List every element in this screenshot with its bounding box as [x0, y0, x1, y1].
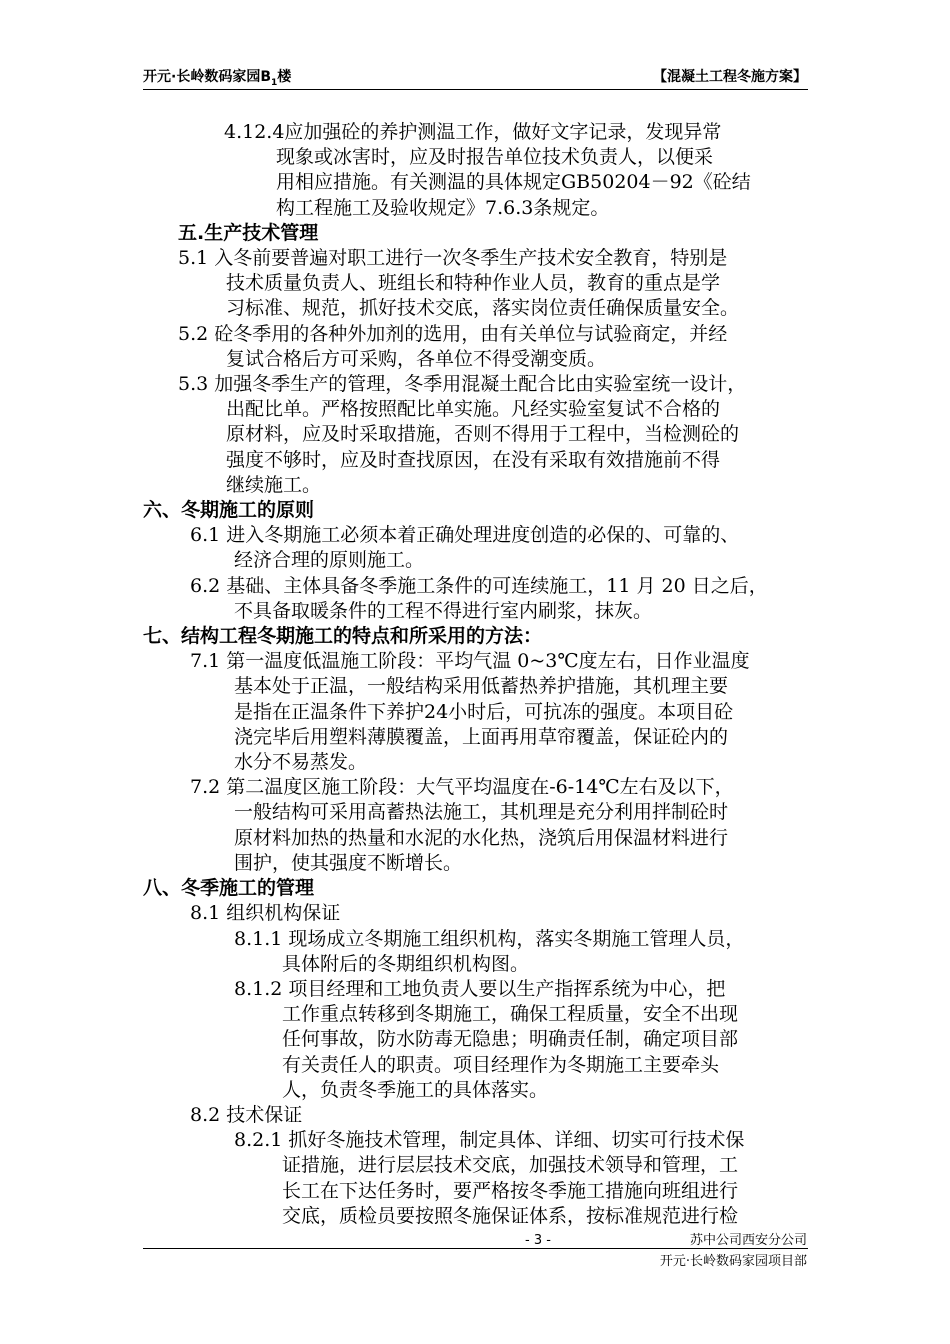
text-line: 六、冬期施工的原则	[143, 499, 315, 522]
text-line: 7.1 第一温度低温施工阶段：平均气温 0~3℃度左右，日作业温度	[190, 650, 750, 673]
document-body	[0, 120, 950, 1229]
header-rule	[143, 89, 808, 90]
text-line: 复试合格后方可采购，各单位不得受潮变质。	[226, 347, 607, 370]
text-line: 6.1 进入冬期施工必须本着正确处理进度创造的必保的、可靠的、	[190, 524, 740, 547]
text-line: 7.2 第二温度区施工阶段：大气平均温度在-6-14℃左右及以下，	[190, 776, 734, 799]
para-7-2	[0, 775, 950, 876]
text-line: 技术质量负责人、班组长和特种作业人员，教育的重点是学	[226, 272, 721, 295]
heading-section-6	[0, 498, 950, 523]
para-6-1	[0, 523, 950, 573]
text-line: 是指在正温条件下养护24小时后，可抗冻的强度。本项目砼	[234, 700, 734, 723]
para-8-1-1	[0, 927, 950, 977]
para-4-12-4	[0, 120, 950, 221]
para-8-2-1	[0, 1128, 950, 1229]
text-line: 用相应措施。有关测温的具体规定GB50204－92《砼结	[276, 171, 751, 194]
text-line: 水分不易蒸发。	[234, 751, 368, 774]
para-5-2	[0, 322, 950, 372]
text-line: 交底，质检员要按照冬施保证体系，按标准规范进行检	[282, 1204, 739, 1227]
text-line: 现象或冰害时，应及时报告单位技术负责人，以便采	[276, 146, 714, 169]
text-line: 任何事故，防水防毒无隐患；明确责任制，确定项目部	[282, 1028, 739, 1051]
text-line: 继续施工。	[226, 473, 322, 496]
text-line: 5.3 加强冬季生产的管理，冬季用混凝土配合比由实验室统一设计，	[178, 373, 747, 396]
text-line: 习标准、规范，抓好技术交底，落实岗位责任确保质量安全。	[226, 297, 740, 320]
footer-rule	[143, 1248, 808, 1249]
text-line: 有关责任人的职责。项目经理作为冬期施工主要牵头	[282, 1053, 720, 1076]
header-project-title: 开元·长岭数码家园$B_1$楼	[143, 69, 292, 88]
text-line: 浇完毕后用塑料薄膜覆盖，上面再用草帘覆盖，保证砼内的	[234, 725, 729, 748]
text-line: 人，负责冬季施工的具体落实。	[282, 1078, 549, 1101]
text-line: 出配比单。严格按照配比单实施。凡经实验室复试不合格的	[226, 398, 721, 421]
text-line: 长工在下达任务时，要严格按冬季施工措施向班组进行	[282, 1179, 739, 1202]
heading-section-7	[0, 624, 950, 649]
text-line: 七、结构工程冬期施工的特点和所采用的方法：	[143, 625, 543, 648]
text-line: 4.12.4应加强砼的养护测温工作，做好文字记录，发现异常	[224, 121, 722, 143]
para-5-1	[0, 246, 950, 322]
text-line: 八、冬季施工的管理	[143, 877, 315, 900]
text-line: 具体附后的冬期组织机构图。	[282, 952, 530, 975]
page-number: - 3 -	[525, 1233, 551, 1248]
text-line: 不具备取暖条件的工程不得进行室内刷浆，抹灰。	[234, 599, 653, 622]
para-7-1	[0, 649, 950, 775]
text-line: 5.2 砼冬季用的各种外加剂的选用，由有关单位与试验商定，并经	[178, 322, 728, 345]
text-line: 基本处于正温，一般结构采用低蓄热养护措施，其机理主要	[234, 675, 729, 698]
text-line: 8.1.2 项目经理和工地负责人要以生产指挥系统为中心，把	[234, 977, 726, 1000]
text-line: 8.2.1 抓好冬施技术管理，制定具体、详细、切实可行技术保	[234, 1129, 745, 1152]
heading-section-8	[0, 876, 950, 901]
footer-project: 开元·长岭数码家园项目部	[659, 1254, 807, 1269]
text-line: 经济合理的原则施工。	[234, 549, 425, 572]
text-line: 工作重点转移到冬期施工，确保工程质量，安全不出现	[282, 1003, 739, 1026]
para-8-2	[0, 1103, 950, 1128]
header-document-title: 【混凝土工程冬施方案】	[653, 69, 807, 85]
text-line: 一般结构可采用高蓄热法施工，其机理是充分利用拌制砼时	[234, 801, 729, 824]
para-6-2	[0, 574, 950, 624]
footer-company: 苏中公司西安分公司	[689, 1233, 807, 1248]
text-line: 强度不够时，应及时查找原因，在没有采取有效措施前不得	[226, 448, 721, 471]
para-8-1	[0, 901, 950, 926]
para-5-3	[0, 372, 950, 498]
text-line: 围护，使其强度不断增长。	[234, 851, 463, 874]
text-line: 6.2 基础、主体具备冬季施工条件的可连续施工，11 月 20 日之后，	[190, 574, 768, 597]
text-line: 原材料加热的热量和水泥的水化热，浇筑后用保温材料进行	[234, 826, 729, 849]
text-line: 8.1 组织机构保证	[190, 902, 341, 925]
text-line: 五.生产技术管理	[178, 221, 319, 244]
text-line: 8.1.1 现场成立冬期施工组织机构，落实冬期施工管理人员，	[234, 927, 745, 950]
para-8-1-2	[0, 977, 950, 1103]
text-line: 8.2 技术保证	[190, 1103, 303, 1126]
text-line: 原材料，应及时采取措施，否则不得用于工程中，当检测砼的	[226, 423, 740, 446]
text-line: 证措施，进行层层技术交底，加强技术领导和管理，工	[282, 1154, 739, 1177]
text-line: 构工程施工及验收规定》7.6.3条规定。	[276, 196, 610, 219]
text-line: 5.1 入冬前要普遍对职工进行一次冬季生产技术安全教育，特别是	[178, 247, 728, 270]
heading-section-5	[0, 221, 950, 246]
